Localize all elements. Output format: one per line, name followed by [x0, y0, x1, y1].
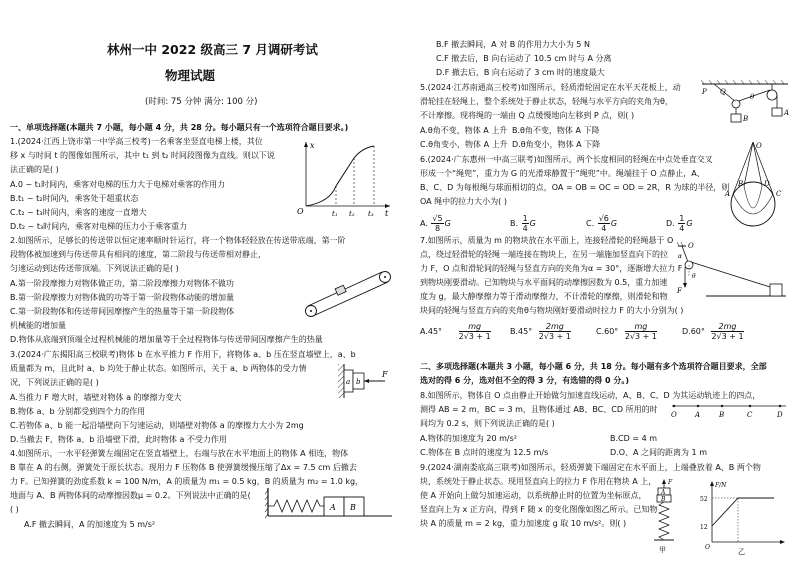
q8-line2: 测得 AB = 2 m，BC = 3 m，且物体通过 AB、BC、CD 所用的时 — [420, 405, 658, 414]
q7-line5: 度为 g，最大静摩擦力等于滑动摩擦力，不计滑轮的摩擦，则滑轮和物 — [420, 292, 668, 301]
q3-line1: 3.(2024·广东揭阳高三校联考)物体 b 在水平推力 F 作用下，将物体 a、b 压在竖直墙壁上，a、b — [10, 350, 356, 359]
q8-option-d: D.O、A 之间的距离为 1 m — [610, 448, 707, 457]
q5-label-b: B — [743, 115, 749, 123]
q4-line2: B 靠在 A 的右侧，弹簧处于原长状态。现用力 F 压物体 B 使弹簧缓慢压缩了Δx = 7.5 cm 后撤去 — [10, 463, 357, 472]
q7-c-fraction: $\frac{mg}{2√3 + 1}$ — [624, 322, 658, 341]
q9-force-arrow — [662, 479, 666, 484]
q8-point-c — [749, 405, 751, 407]
q9-caption-yi: 乙 — [738, 548, 745, 556]
q1-option-b: B.t₁ ~ t₂时间内，乘客处于超重状态 — [10, 194, 139, 203]
q7-line2: 点，绕过轻滑轮的轻绳一端连接在物块上，在另一端施加竖直向下的拉 — [420, 250, 668, 259]
q4-spring — [268, 500, 324, 512]
q1-t2-label: t₂ — [349, 210, 355, 218]
q7-line1: 7.如图所示，质量为 m 的物块放在水平面上，连接轻滑轮的轻绳悬于 O — [420, 236, 674, 245]
q7-line6: 块间的轻绳与竖直方向的夹角θ与物块刚好要滑动时拉力 F 的大小分别为( ) — [420, 306, 684, 315]
q9-spring — [659, 502, 669, 540]
q4-line5: ( ) — [10, 505, 19, 514]
q1-origin: O — [297, 207, 304, 216]
q4-line3: 力 F。已知弹簧的劲度系数 k = 100 N/m，A 的质量为 m₁ = 0.5 kg，B 的质量为 m₂ = 1.0 kg， — [10, 477, 364, 486]
q8-point-d — [779, 405, 781, 407]
q5-moving-pulley — [732, 100, 740, 108]
q6-option-b: B. $\frac{1}{4}$ G — [510, 214, 536, 233]
q5-pulley-figure — [700, 78, 790, 128]
q8-option-a: A.物体的加速度为 20 m/s² — [420, 434, 518, 443]
q5-line1: 5.(2024·江苏南通高三校考)如图所示，轻质滑轮固定在水平天花板上，动 — [420, 83, 681, 92]
q4-line4: 地面与 A、B 两物体间的动摩擦因数μ = 0.2。下列说法中正确的是( — [10, 491, 251, 500]
q1-t-arrow — [385, 204, 390, 208]
q5-line3: 不计摩擦。现将绳的一端由 Q 点缓慢地向左移到 P 点，则( ) — [420, 111, 635, 120]
q7-block — [770, 284, 782, 296]
section2-heading-line1: 二、多项选择题(本题共 3 小题，每小题 6 分，共 18 分。每小题有多个选项符合题目要求，全部 — [420, 362, 767, 371]
q8-option-b: B.CD = 4 m — [610, 434, 657, 443]
q1-line2: 移 x 与时间 t 的图像如图所示，其中 t₁ 到 t₂ 时间段图像为直线。则以下说 — [10, 151, 275, 160]
q7-b-fraction: $\frac{2mg}{2√3 + 1}$ — [538, 322, 571, 341]
q9-origin: O — [705, 544, 710, 551]
q1-option-a: A.0 ~ t₁时间内，乘客对电梯的压力大于电梯对乘客的作用力 — [10, 180, 226, 189]
q1-t3-label: t₃ — [368, 210, 374, 218]
q1-t1-label: t₁ — [332, 210, 338, 218]
q5-label-q: Q — [720, 88, 726, 96]
q2-option-a: A.第一阶段摩擦力对物体做正功，第二阶段摩擦力对物体不做功 — [10, 279, 234, 288]
q5-label-a: A — [784, 109, 790, 117]
q9-label-b: B — [661, 496, 666, 503]
q7-d-fraction: $\frac{2mg}{2√3 + 1}$ — [711, 322, 744, 341]
q2-conveyor-figure — [300, 262, 396, 320]
q7-label-f: F — [677, 287, 682, 295]
q6-option-a: A. $\frac{√5}{8}$ G — [420, 214, 451, 233]
q6-label-d: D — [764, 180, 770, 188]
q6-option-c: C. $\frac{√6}{4}$ G — [586, 214, 618, 233]
q4-label-b: B — [350, 503, 356, 512]
q6-label-c: C — [776, 190, 782, 198]
q1-x-arrow — [304, 142, 308, 147]
q3-force-arrow — [364, 379, 369, 383]
q5-label-theta: θ — [750, 93, 755, 101]
q1-xt-graph — [292, 138, 394, 218]
q5-fixed-pulley — [767, 90, 777, 100]
q8-point-o — [673, 405, 675, 407]
q2-line2: 段物体被加速到与传送带具有相同的速度，第二阶段与传送带相对静止， — [10, 250, 266, 259]
q1-line3: 法正确的是( ) — [10, 165, 59, 174]
q9-label-f: F — [668, 479, 673, 486]
q8-line3: 间均为 0.2 s，则下列说法正确的是( ) — [420, 419, 555, 428]
q2-option-c: C.第一阶段物体和传送带间因摩擦产生的热量等于第一阶段物体 — [10, 307, 235, 316]
q7-pulley-figure — [676, 240, 788, 302]
q5-block-a — [772, 108, 782, 116]
q9-line-segment — [712, 498, 738, 526]
section2-heading-line2: 选对的得 6 分，选对但不全的得 3 分，有选错的得 0 分。) — [420, 376, 630, 385]
q9-line3: 使 A 开始向上做匀加速运动，以系统静止时的位置为坐标原点， — [420, 491, 647, 500]
q6-ball-figure — [716, 138, 790, 230]
q6-d-letter: D. — [666, 219, 675, 228]
q7-option-d: D.60° $\frac{2mg}{2√3 + 1}$ — [682, 322, 744, 341]
q2-block — [335, 285, 346, 295]
q8-label-a: A — [695, 411, 701, 419]
q3-label-f: F — [382, 370, 388, 379]
q3-option-b: B.物体 a、b 分别都受到四个力的作用 — [10, 407, 146, 416]
q3-label-b: b — [356, 378, 361, 386]
q6-c-letter: C. — [586, 219, 595, 228]
q9-figure — [652, 478, 790, 558]
q6-d-fraction: $\frac{1}{4}$ — [679, 214, 685, 233]
q8-line1: 8.如图所示，物体自 O 点由静止开始做匀加速直线运动，A、B、C、D 为其运动轨迹上的四点， — [420, 391, 761, 400]
q3-option-c: C.若物体 a、b 能一起沿墙壁向下匀速运动，则墙壁对物体 a 的摩擦力大小为 2mg — [10, 421, 304, 430]
subject-title: 物理试题 — [165, 68, 216, 83]
q2-option-d: D.物体从底端到顶端全过程机械能的增加量等于全过程物体与传送带间因摩擦产生的热量 — [10, 335, 323, 344]
q3-wall-figure — [335, 362, 395, 400]
q7-a-fraction: $\frac{mg}{2√3 + 1}$ — [458, 322, 491, 341]
q6-label-o: O — [756, 142, 762, 150]
q9-x-arrow — [780, 540, 785, 544]
q5-option-a: A.θ角不变，物体 A 上升 — [420, 126, 508, 135]
q2-upper-axle — [384, 276, 386, 278]
q6-rope-b — [744, 142, 753, 186]
q9-label-a: A — [661, 489, 666, 496]
q7-line3: 力 F，O 点和滑轮间的轻绳与竖直方向的夹角为α = 30°，逐渐增大拉力 F — [420, 264, 683, 273]
q7-option-a: A.45° $\frac{mg}{2√3 + 1}$ — [420, 322, 491, 341]
q6-line3: B、C、D 为每根绳与球面相切的点，OA = OB = OC = OD = 2R，R 为球的半径，则 — [420, 183, 730, 192]
q8-label-c: C — [747, 411, 753, 419]
q7-force-arrow — [683, 283, 687, 288]
q2-option-c-cont: 机械能的增加量 — [10, 321, 66, 330]
q4-label-a: A — [330, 503, 336, 512]
q8-label-d: D — [777, 411, 783, 419]
q3-wall-hatch — [338, 364, 344, 398]
q2-line3: 匀速运动到达传送带顶端。下列说法正确的是( ) — [10, 264, 179, 273]
q4-spring-figure — [262, 486, 396, 522]
q3-option-d: D.当撤去 F，物体 a、b 沿墙壁下滑，此时物体 a 不受力作用 — [10, 435, 227, 444]
q8-track-figure — [668, 400, 790, 420]
q7-label-alpha: α — [678, 253, 683, 260]
q1-option-d: D.t₂ ~ t₃时间内，乘客对电梯的压力小于乘客重力 — [10, 222, 188, 231]
q6-b-letter: B. — [510, 219, 519, 228]
q7-option-b: B.45° $\frac{2mg}{2√3 + 1}$ — [510, 322, 571, 341]
q2-lower-axle — [310, 310, 312, 312]
q2-option-b: B.第一阶段摩擦力对物体做的功等于第一阶段物体动能的增加量 — [10, 293, 235, 302]
q4-option-b: B.F 撤去瞬间，A 对 B 的作用力大小为 5 N — [436, 40, 590, 49]
q5-option-d: D.θ角变小，物体 A 下降 — [512, 140, 601, 149]
q6-label-b: B — [738, 180, 744, 188]
q4-option-c: C.F 撤去后，B 向右运动了 10.5 cm 时与 A 分离 — [436, 54, 612, 63]
exam-title: 林州一中 2022 级高三 7 月调研考试 — [107, 42, 318, 57]
q9-caption-jia: 甲 — [659, 546, 666, 554]
q5-label-p: P — [702, 88, 707, 96]
q3-line2: 质量都为 m，且此时 a、b 均处于静止状态。如图所示，关于 a、b 两物体的受力情 — [10, 364, 307, 373]
q9-line4: 竖直向上为 x 正方向，得到 F 随 x 的变化图像如图乙所示。已知物 — [420, 505, 658, 514]
q3-label-a: a — [346, 378, 351, 386]
q7-ceiling-hatch — [677, 242, 683, 246]
q6-line4: OA 绳中的拉力大小为( ) — [420, 197, 507, 206]
q5-ceiling-hatch — [701, 80, 784, 84]
q7-rope-block — [691, 262, 770, 287]
q6-label-a: A — [725, 190, 731, 198]
q8-option-c: C.物体在 B 点时的速度为 12.5 m/s — [420, 448, 549, 457]
q6-ball — [731, 182, 775, 226]
q7-line4: 到物块刚要滑动。已知物块与水平面间的动摩擦因数为 0.5，重力加速 — [420, 278, 668, 287]
q8-point-b — [721, 405, 723, 407]
q6-b-fraction: $\frac{1}{4}$ — [522, 214, 528, 233]
q3-line3: 况，下列说法正确的是( ) — [10, 378, 99, 387]
q2-line1: 2.如图所示，足够长的传送带以恒定速率顺时针运行，将一个物体轻轻放在传送带底端，第一阶 — [10, 236, 346, 245]
q7-label-theta: θ — [692, 273, 696, 280]
exam-meta: (时间: 75 分钟 满分: 100 分) — [145, 97, 258, 107]
q6-c-fraction: $\frac{√6}{4}$ — [598, 214, 609, 233]
right-column — [400, 0, 794, 561]
section1-heading: 一、单项选择题(本题共 7 小题，每小题 4 分，共 28 分。每小题只有一个选项符合题目要求。) — [10, 123, 349, 132]
q1-option-c: C.t₂ ~ t₃时间内，乘客的速度一直增大 — [10, 208, 147, 217]
q9-label-fn: F/N — [715, 482, 727, 489]
q4-option-a: A.F 撤去瞬间，A 的加速度为 5 m/s² — [24, 520, 156, 529]
q7-option-c: C.60° $\frac{mg}{2√3 + 1}$ — [596, 322, 658, 341]
q9-label-52: 52 — [700, 496, 708, 503]
q7-label-o: O — [688, 242, 694, 250]
q6-line1: 6.(2024·广东惠州一中高三联考)如图所示，两个长度相同的轻绳在中点处垂直交叉 — [420, 155, 713, 164]
q9-line1: 9.(2024·湖南娄底高三联考)如图所示，轻质弹簧下端固定在水平面上，上端叠放着 A、B 两个物 — [420, 463, 761, 472]
q6-a-letter: A. — [420, 219, 428, 228]
q3-option-a: A.当推力 F 增大时，墙壁对物体 a 的摩擦力变大 — [10, 393, 182, 402]
q4-line1: 4.如图所示，一水平轻弹簧左端固定在竖直墙壁上，右端与放在水平地面上的物体 A 相连，物体 — [10, 449, 349, 458]
q1-curve — [306, 146, 374, 206]
q1-x-label: x — [310, 141, 315, 150]
q8-label-b: B — [719, 411, 725, 419]
q8-point-a — [697, 405, 699, 407]
q6-line2: 形成一个“绳兜”，重力为 G 的光滑球静置于“绳兜”中。绳端挂于 O 点静止，A、 — [420, 169, 705, 178]
q5-line2: 滑轮挂在轻绳上，整个系统处于静止状态，轻绳与水平方向的夹角为θ， — [420, 97, 673, 106]
q4-option-d: D.F 撤去后，B 向右运动了 3 cm 时的速度最大 — [436, 68, 605, 77]
q9-line5: 块 A 的质量 m = 2 kg，重力加速度 g 取 10 m/s²。则( ) — [420, 519, 627, 528]
q6-option-d: D. $\frac{1}{4}$ G — [666, 214, 693, 233]
q5-option-c: C.θ角变小，物体 A 上升 — [420, 140, 508, 149]
q8-label-o: O — [671, 411, 677, 419]
q1-t-label: t — [385, 209, 389, 218]
q9-line2: 块，系统处于静止状态。现用竖直向上的拉力 F 作用在物块 A 上， — [420, 477, 657, 486]
q5-option-b: B.θ角不变，物体 A 下降 — [512, 126, 600, 135]
q1-line1: 1.(2024·江西上饶市第一中学高三校考)一名乘客坐竖直电梯上楼，其位 — [10, 137, 263, 146]
q6-a-fraction: $\frac{√5}{8}$ — [432, 214, 443, 233]
q9-label-12: 12 — [700, 524, 708, 531]
q5-block-b — [731, 114, 741, 122]
q9-f-arrow — [710, 481, 714, 486]
